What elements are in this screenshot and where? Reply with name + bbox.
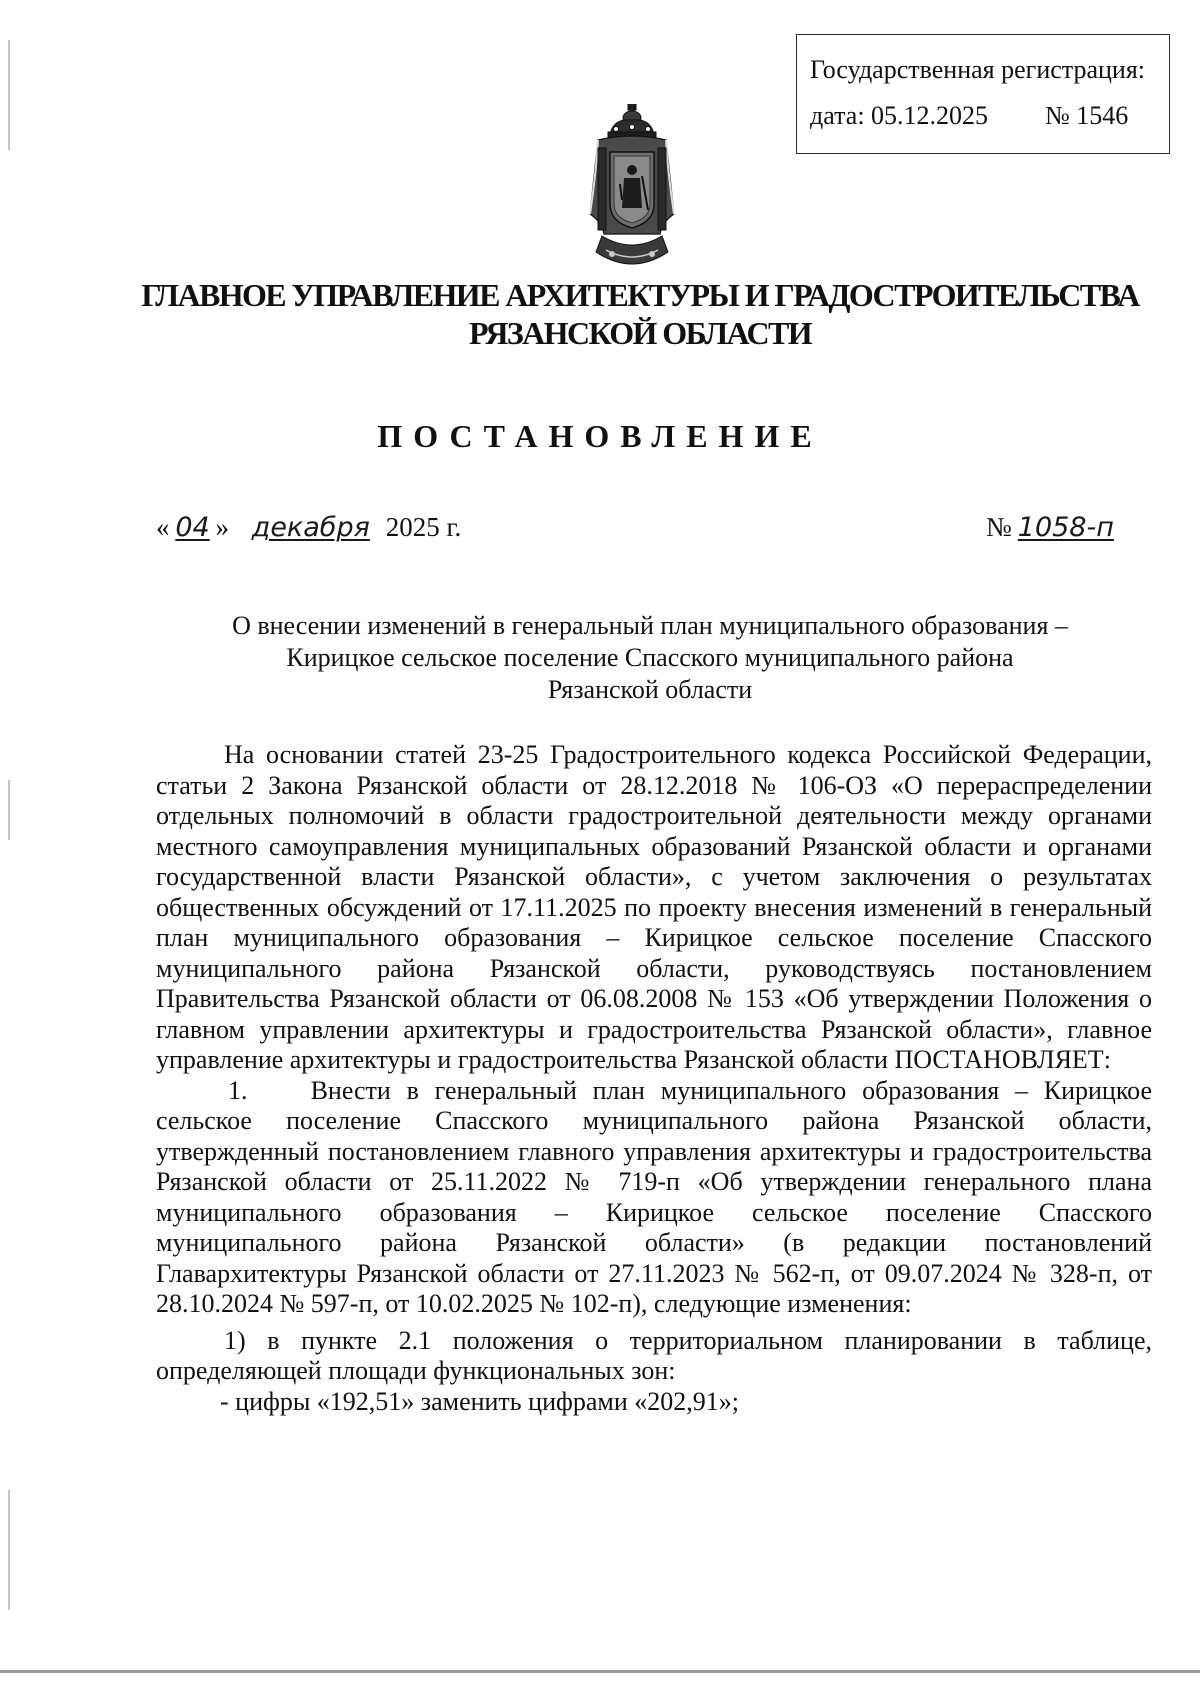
- number-value: 1058-п: [1017, 512, 1114, 543]
- registration-date: дата: 05.12.2025: [810, 101, 989, 130]
- registration-stamp: [796, 34, 1170, 154]
- subject-line-2: Кирицкое сельское поселение Спасского муниципального района: [286, 643, 1014, 672]
- document-date: [156, 512, 461, 543]
- date-close-quote: »: [215, 512, 229, 542]
- document-body: [156, 740, 1152, 1417]
- subject-line-1: О внесении изменений в генеральный план муниципального образования –: [232, 611, 1068, 640]
- scan-edge-mark: [8, 780, 10, 840]
- scan-bottom-line: [0, 1670, 1200, 1673]
- agency-name-line-1: ГЛАВНОЕ УПРАВЛЕНИЕ АРХИТЕКТУРЫ И ГРАДОСТРОИТЕЛЬСТВА: [141, 277, 1139, 313]
- agency-name-line-2: РЯЗАНСКОЙ ОБЛАСТИ: [468, 315, 811, 351]
- document-type-heading: ПОСТАНОВЛЕНИЕ: [377, 418, 823, 454]
- document-subject: [150, 610, 1150, 706]
- date-month: декабря: [251, 512, 370, 543]
- registration-title: Государственная регистрация:: [810, 55, 1146, 84]
- scan-edge-mark: [8, 40, 10, 150]
- registration-number: № 1546: [1045, 101, 1129, 130]
- ryazan-coat-of-arms-icon: [572, 104, 692, 276]
- agency-name: [80, 276, 1200, 352]
- subject-line-3: Рязанской области: [547, 675, 753, 704]
- scan-edge-mark: [8, 1490, 10, 1610]
- date-open-quote: «: [156, 512, 170, 542]
- dash-item-paragraph: - цифры «192,51» заменить цифрами «202,91»;: [220, 1386, 739, 1416]
- document-number: [986, 512, 1148, 543]
- number-label: №: [986, 512, 1012, 542]
- subitem-1-paragraph: 1) в пункте 2.1 положения о территориальном планировании в таблице, определяющей площади функциональных зон:: [156, 1325, 1152, 1385]
- item-1-paragraph: 1. Внести в генеральный план муниципального образования – Кирицкое сельское поселение Спасского муниципального района Рязанской области, утвержденный постановлением главного управления архитектуры и градостроительства Рязанской области от 25.11.2022 № 719-п «Об утверждении генерального плана муниципального образования – Кирицкое сельское поселение Спасского муниципального района Рязанской области» (в редакции постановлений Главархитектуры Рязанской области от 27.11.2023 № 562-п, от 09.07.2024 № 328-п, от 28.10.2024 № 597-п, от 10.02.2025 № 102-п), следующие изменения:: [156, 1075, 1152, 1318]
- date-day: 04: [175, 512, 210, 543]
- preamble-paragraph: На основании статей 23-25 Градостроительного кодекса Российской Федерации, статьи 2 Закона Рязанской области от 28.12.2018 № 106-ОЗ «О перераспределении отдельных полномочий в области градостроительной деятельности между органами местного самоуправления муниципальных образований Рязанской области и органами государственной власти Рязанской области», с учетом заключения о результатах общественных обсуждений от 17.11.2025 по проекту внесения изменений в генеральный план муниципального образования – Кирицкое сельское поселение Спасского муниципального района Рязанской области, руководствуясь постановлением Правительства Рязанской области от 06.08.2008 № 153 «Об утверждении Положения о главном управлении архитектуры и градостроительства Рязанской области», главное управление архитектуры и градостроительства Рязанской области ПОСТАНОВЛЯЕТ:: [156, 740, 1152, 1074]
- date-year: 2025 г.: [385, 512, 462, 542]
